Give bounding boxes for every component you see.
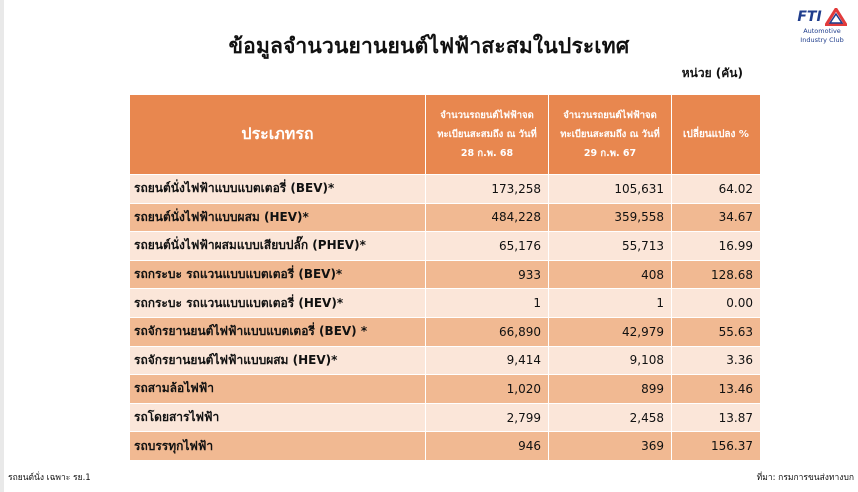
feb68-cell: 173,258 xyxy=(426,175,549,204)
change-cell: 0.00 xyxy=(672,289,761,318)
feb68-cell: 1 xyxy=(426,289,549,318)
table-row xyxy=(130,232,761,261)
feb67-cell: 9,108 xyxy=(549,346,672,375)
feb68-cell: 9,414 xyxy=(426,346,549,375)
page-title: ข้อมูลจำนวนยานยนต์ไฟฟ้าสะสมในประเทศ xyxy=(228,34,630,58)
fti-logo xyxy=(792,8,852,56)
source-note: ที่มา: กรมการขนส่งทางบก xyxy=(756,473,854,483)
table-header-row xyxy=(130,95,761,175)
feb68-cell: 2,799 xyxy=(426,403,549,432)
vehicle-type-cell: รถโดยสารไฟฟ้า xyxy=(130,403,426,432)
logo-line2: Industry Club xyxy=(800,36,844,44)
feb67-cell: 359,558 xyxy=(549,203,672,232)
table-row xyxy=(130,203,761,232)
feb68-cell: 65,176 xyxy=(426,232,549,261)
header-change-percent: เปลี่ยนแปลง % xyxy=(672,95,761,175)
table-row xyxy=(130,317,761,346)
unit-label: หน่วย (คัน) xyxy=(681,66,743,80)
vehicle-type-cell: รถบรรทุกไฟฟ้า xyxy=(130,432,426,461)
feb67-cell: 42,979 xyxy=(549,317,672,346)
change-cell: 55.63 xyxy=(672,317,761,346)
feb67-cell: 55,713 xyxy=(549,232,672,261)
feb67-cell: 105,631 xyxy=(549,175,672,204)
vehicle-type-cell: รถยนต์นั่งไฟฟ้าแบบผสม (HEV)* xyxy=(130,203,426,232)
feb68-cell: 66,890 xyxy=(426,317,549,346)
logo-line1: Automotive xyxy=(803,27,841,35)
table-row xyxy=(130,346,761,375)
triangle-logo-icon xyxy=(825,8,847,26)
table-row xyxy=(130,289,761,318)
feb68-cell: 1,020 xyxy=(426,375,549,404)
feb68-cell: 933 xyxy=(426,260,549,289)
vehicle-type-cell: รถสามล้อไฟฟ้า xyxy=(130,375,426,404)
change-cell: 16.99 xyxy=(672,232,761,261)
left-edge-strip xyxy=(0,0,4,492)
table-row xyxy=(130,175,761,204)
table-row xyxy=(130,375,761,404)
vehicle-type-cell: รถกระบะ รถแวนแบบแบตเตอรี่ (BEV)* xyxy=(130,260,426,289)
vehicle-type-cell: รถกระบะ รถแวนแบบแบตเตอรี่ (HEV)* xyxy=(130,289,426,318)
table-row xyxy=(130,432,761,461)
feb68-cell: 946 xyxy=(426,432,549,461)
vehicle-type-cell: รถยนต์นั่งไฟฟ้าแบบแบตเตอรี่ (BEV)* xyxy=(130,175,426,204)
ev-registration-table xyxy=(129,94,761,461)
table-row xyxy=(130,260,761,289)
feb67-cell: 899 xyxy=(549,375,672,404)
change-cell: 13.46 xyxy=(672,375,761,404)
table-row xyxy=(130,403,761,432)
change-cell: 3.36 xyxy=(672,346,761,375)
header-vehicle-type: ประเภทรถ xyxy=(130,95,426,175)
change-cell: 64.02 xyxy=(672,175,761,204)
feb67-cell: 369 xyxy=(549,432,672,461)
change-cell: 13.87 xyxy=(672,403,761,432)
feb68-cell: 484,228 xyxy=(426,203,549,232)
change-cell: 34.67 xyxy=(672,203,761,232)
feb67-cell: 2,458 xyxy=(549,403,672,432)
change-cell: 128.68 xyxy=(672,260,761,289)
header-feb-68: จำนวนรถยนต์ไฟฟ้าจดทะเบียนสะสมถึง ณ วันที่ 28 ก.พ. 68 xyxy=(426,95,549,175)
vehicle-type-cell: รถจักรยานยนต์ไฟฟ้าแบบแบตเตอรี่ (BEV) * xyxy=(130,317,426,346)
footnote: รถยนต์นั่ง เฉพาะ รย.1 xyxy=(8,473,91,483)
change-cell: 156.37 xyxy=(672,432,761,461)
vehicle-type-cell: รถจักรยานยนต์ไฟฟ้าแบบผสม (HEV)* xyxy=(130,346,426,375)
feb67-cell: 408 xyxy=(549,260,672,289)
logo-brand: FTI xyxy=(797,9,822,25)
feb67-cell: 1 xyxy=(549,289,672,318)
vehicle-type-cell: รถยนต์นั่งไฟฟ้าผสมแบบเสียบปลั๊ก (PHEV)* xyxy=(130,232,426,261)
header-feb-67: จำนวนรถยนต์ไฟฟ้าจดทะเบียนสะสมถึง ณ วันที่ 29 ก.พ. 67 xyxy=(549,95,672,175)
